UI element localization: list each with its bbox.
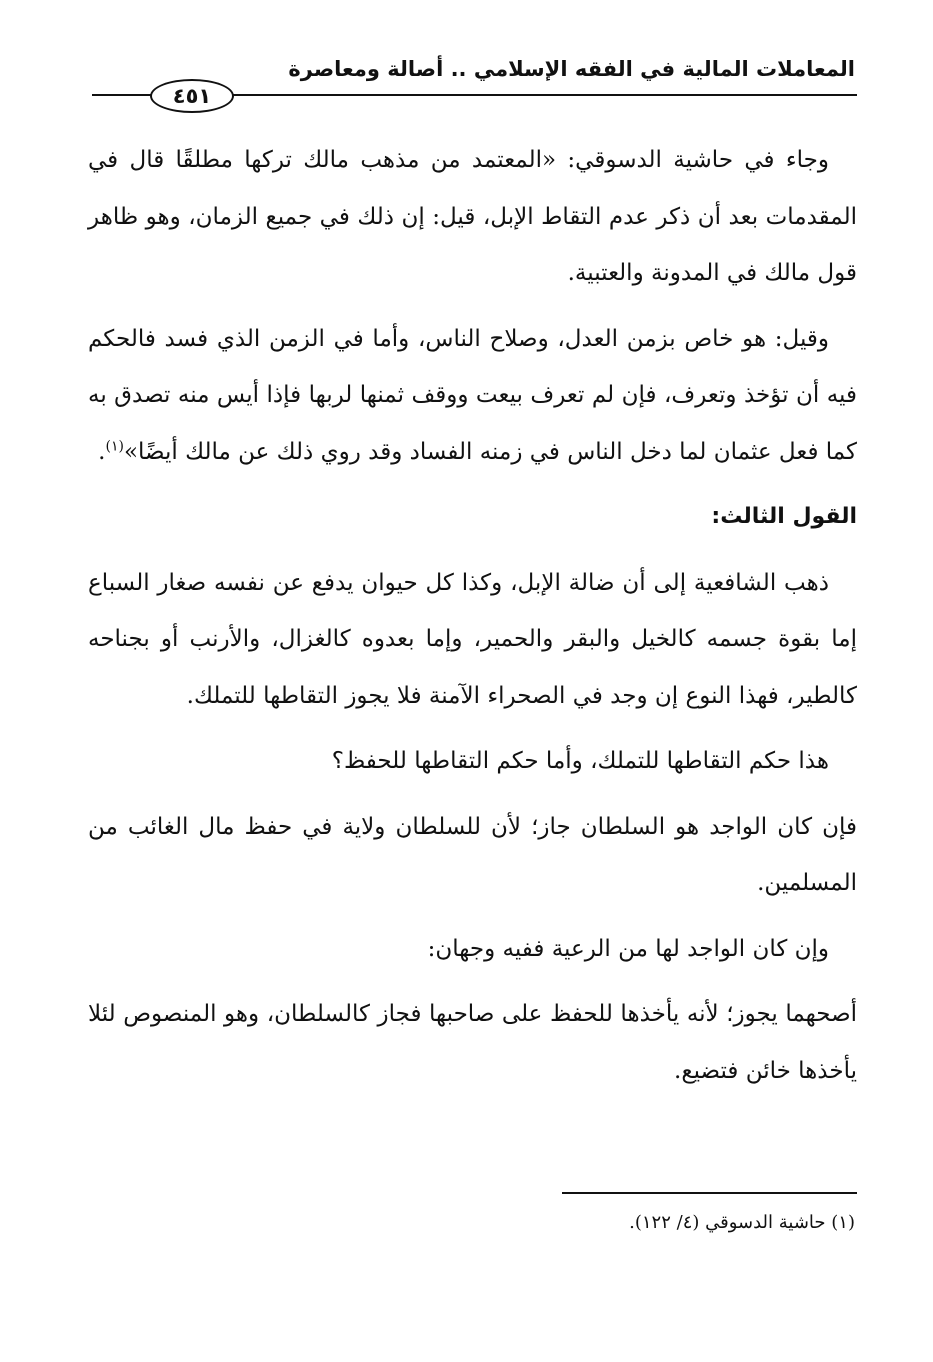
paragraph-stronger-view: أصحهما يجوز؛ لأنه يأخذها للحفظ على صاحبها فجاز كالسلطان، وهو المنصوص لئلا يأخذها خائن فتضيع. (88, 1001, 857, 1084)
paragraph-shafii-view: ذهب الشافعية إلى أن ضالة الإبل، وكذا كل حيوان يدفع عن نفسه صغار السباع إما بقوة جسمه كالخيل والبقر والحمير، وإما بعدوه كالغزال، والأرنب أو بجناحه كالطير، فهذا النوع إن وجد في الصحراء الآمنة فلا يجوز التقاطها للتملك. (88, 569, 857, 709)
paragraph-dusuqi-quote: وجاء في حاشية الدسوقي: «المعتمد من مذهب مالك تركها مطلقًا قال في المقدمات بعد أن ذكر عدم التقاط الإبل، قيل: إن ذلك في جميع الزمان، وهو ظاهر قول مالك في المدونة والعتبية. (88, 147, 857, 286)
paragraph-end-mark: . (98, 438, 106, 465)
footnote-marker[interactable]: (١) (105, 437, 124, 454)
paragraph-second-opinion (88, 311, 857, 481)
footnote: (١) حاشية الدسوقي (٤/ ١٢٢). (629, 1212, 855, 1233)
paragraph-ruling-question: هذا حكم التقاطها للتملك، وأما حكم التقاطها للحفظ؟ (331, 748, 829, 774)
footnote-rule (562, 1192, 857, 1194)
paragraph-sultan-finder: فإن كان الواجد هو السلطان جاز؛ لأن للسلطان ولاية في حفظ مال الغائب من المسلمين. (88, 813, 857, 896)
paragraph-second-opinion-text: وقيل: هو خاص بزمن العدل، وصلاح الناس، وأما في الزمن الذي فسد فالحكم فيه أن تؤخذ وتعرف، فإن لم تعرف بيعت ووقف ثمنها لربها فإذا أيس منه تصدق به كما فعل عثمان لما دخل الناس في زمنه الفساد وقد روي ذلك عن مالك أيضًا» (88, 325, 857, 465)
section-heading: القول الثالث: (711, 504, 857, 529)
page-number: ٤٥١ (150, 79, 234, 113)
main-text (88, 132, 857, 1108)
paragraph-subject-finder: وإن كان الواجد لها من الرعية ففيه وجهان: (427, 935, 829, 962)
running-header-title: المعاملات المالية في الفقه الإسلامي .. أصالة ومعاصرة (288, 57, 855, 81)
